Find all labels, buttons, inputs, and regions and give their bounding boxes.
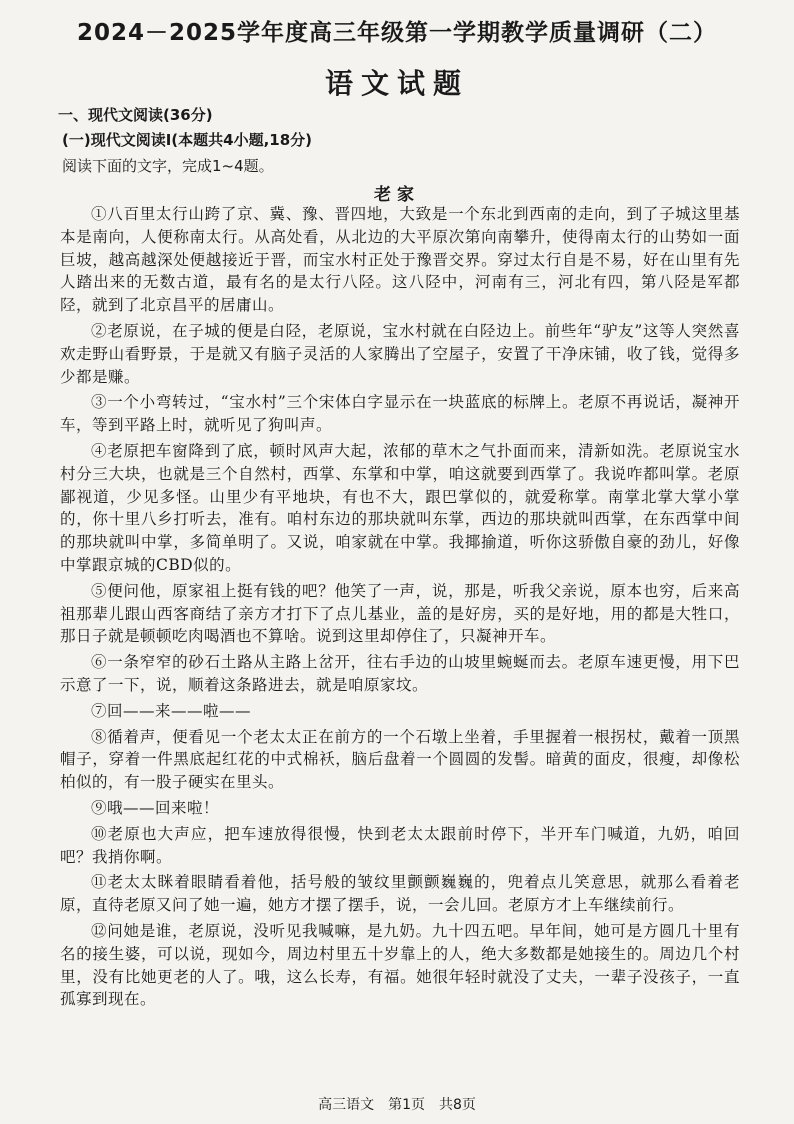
paragraph-9: ⑨哦——回来啦！ bbox=[91, 798, 220, 817]
paragraph-3: ③一个小弯转过，“宝水村”三个宋体白字显示在一块蓝底的标牌上。老原不再说话，凝神开车，等到平路上时，就听见了狗叫声。 bbox=[60, 393, 740, 435]
paragraph-2: ②老原说，在子城的便是白陉，老原说，宝水村就在白陉边上。前些年“驴友”这等人突然喜欢走野山看野景，于是就又有脑子灵活的人家腾出了空屋子，安置了干净床铺，收了钱，觉得多少都是赚。 bbox=[60, 321, 740, 386]
reading-instruction: 阅读下面的文字，完成1~4题。 bbox=[62, 157, 274, 175]
paragraph-6: ⑥一条窄窄的砂石土路从主路上岔开，往右手边的山坡里蜿蜒而去。老原车速更慢，用下巴示意了一下，说，顺着这条路进去，就是咱原家坟。 bbox=[60, 653, 740, 694]
paragraph-1: ①八百里太行山跨了京、冀、豫、晋四地，大致是一个东北到西南的走向，到了子城这里基本是南向，人便称南太行。从高处看，从北边的大平原次第向南攀升，使得南太行的山势如一面巨坡，越高越深处便越接近于晋，而宝水村正处于豫晋交界。穿过太行自是不易，好在山里有先人踏出来的无数古道，最有名的是太行八陉。这八陉中，河南有三，河北有四，第八陉是军都陉，就到了北京昌平的居庸山。 bbox=[60, 205, 740, 315]
page-footer: 高三语文 第1页 共8页 bbox=[318, 1097, 476, 1113]
paragraph-11: ⑪老太太眯着眼睛看着他，括号般的皱纹里颤颤巍巍的，兜着点儿笑意思，就那么看着老原，直待老原又问了她一遍，她方才摆了摆手，说，一会儿回。老原方才上车继续前行。 bbox=[60, 873, 740, 915]
paragraph-4: ④老原把车窗降到了底，顿时风声大起，浓郁的草木之气扑面而来，清新如洗。老原说宝水村分三大块，也就是三个自然村，西掌、东掌和中掌，咱这就要到西掌了。我说咋都叫掌。老原鄙视道，少见多怪。山里少有平地块，有也不大，跟巴掌似的，就爱称掌。南掌北掌大掌小掌的，你十里八乡打听去，准有。咱村东边的那块就叫东掌，西边的那块就叫西掌，在东西掌中间的那块就叫中掌，多简单明了。又说，咱家就在中掌。我揶揄道，听你这骄傲自豪的劲儿，好像中掌跟京城的CBD似的。 bbox=[60, 441, 740, 574]
paragraph-7: ⑦回——来——啦—— bbox=[91, 701, 252, 720]
subsection-heading: (一)现代文阅读I(本题共4小题,18分) bbox=[62, 131, 313, 149]
paragraph-10: ⑩老原也大声应，把车速放得很慢，快到老太太跟前时停下，半开车门喊道，九奶，咱回吧？我捎你啊。 bbox=[60, 824, 740, 866]
section-heading: 一、现代文阅读(36分) bbox=[58, 106, 213, 124]
subject-title: 语文试题 bbox=[324, 67, 469, 100]
paragraph-8: ⑧循着声，便看见一个老太太正在前方的一个石墩上坐着，手里握着一根拐杖，戴着一顶黑帽子，穿着一件黑底起红花的中式棉袄，脑后盘着一个圆圆的发髻。暗黄的面皮，很瘦，却像松柏似的，有一股子硬实在里头。 bbox=[60, 727, 740, 792]
article-body bbox=[60, 203, 740, 1011]
paragraph-12: ⑫问她是谁，老原说，没听见我喊嘛，是九奶。九十四五吧。早年间，她可是方圆几十里有名的接生婆，可以说，现如今，周边村里五十岁靠上的人，绝大多数都是她接生的。周边几个村里，没有比她更老的人了。哦，这么长寿，有福。她很年轻时就没了丈夫，一辈子没孩子，一直孤寡到现在。 bbox=[60, 921, 740, 1009]
exam-title: 2024－2025学年度高三年级第一学期教学质量调研（二） bbox=[76, 20, 718, 46]
paragraph-5: ⑤便问他，原家祖上挺有钱的吧？他笑了一声，说，那是，听我父亲说，原本也穷，后来高祖那辈儿跟山西客商结了亲方才打下了点儿基业，盖的是好房，买的是好地，用的都是大牲口，那日子就是顿顿吃肉喝酒也不算啥。说到这里却停住了，只凝神开车。 bbox=[60, 581, 740, 646]
article-title: 老家 bbox=[374, 185, 420, 205]
